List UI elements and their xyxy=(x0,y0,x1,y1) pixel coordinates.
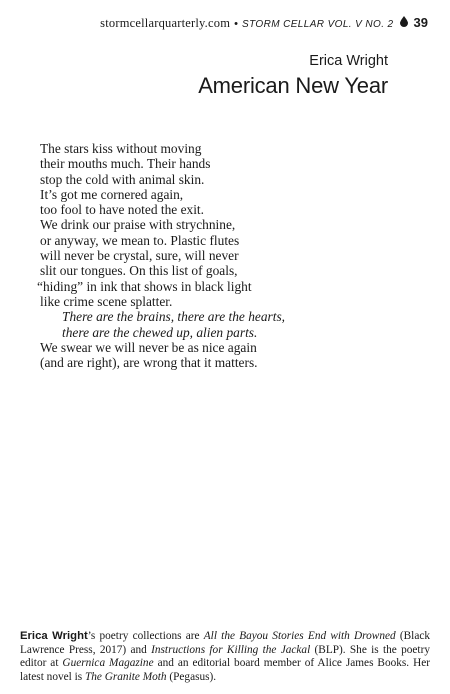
bio-text: (BLP). She is the poetry editor at xyxy=(20,643,430,669)
poem-line: slit our tongues. On this list of goals, xyxy=(40,263,238,279)
running-header xyxy=(100,15,428,31)
poem-line: The stars kiss without moving xyxy=(40,141,202,156)
poem-line: too fool to have noted the exit. xyxy=(40,202,204,218)
poem-author: Erica Wright xyxy=(309,53,388,69)
bio-book-title: All the Bayou Stories End with Drowned xyxy=(203,630,396,642)
raindrop-icon xyxy=(400,16,408,30)
poem-line: like crime scene splatter. xyxy=(40,293,173,309)
header-separator: • xyxy=(234,18,238,30)
bio-text: ’s poetry collections are xyxy=(87,630,204,642)
bio-text: (Black Lawrence Press, 2017) and xyxy=(20,630,430,656)
bio-book-title: The Granite Moth xyxy=(84,670,167,683)
bio-text: and an editorial board member of Alice James Books. Her latest novel is xyxy=(20,657,431,683)
poem-title: American New Year xyxy=(198,73,388,98)
bio-book-title: Instructions for Killing the Jackal xyxy=(151,643,311,656)
poem-line: their mouths much. Their hands xyxy=(40,156,211,172)
bio-author-name: Erica Wright xyxy=(20,630,88,642)
poem-line: “hiding” in ink that shows in black light xyxy=(37,278,252,294)
poem-line-italic: there are the chewed up, alien parts. xyxy=(62,324,258,340)
bio-text: (Pegasus). xyxy=(166,670,217,683)
poem-line: will never be crystal, sure, will never xyxy=(40,248,239,264)
poem-line: We swear we will never be as nice again xyxy=(40,339,257,355)
poem-body xyxy=(37,141,340,371)
poem-line: stop the cold with animal skin. xyxy=(40,171,205,187)
journal-issue: STORM CELLAR VOL. V NO. 2 xyxy=(242,19,394,30)
page-number: 39 xyxy=(413,15,428,30)
poem-line: or anyway, we mean to. Plastic flutes xyxy=(40,232,240,248)
author-bio xyxy=(20,630,430,684)
bio-magazine-title: Guernica Magazine xyxy=(62,657,154,669)
poem-line: It’s got me cornered again, xyxy=(40,186,184,202)
site-url: stormcellarquarterly.com xyxy=(100,16,231,30)
poem-line: (and are right), are wrong that it matters. xyxy=(40,355,258,371)
poem-line-italic: There are the brains, there are the hearts, xyxy=(62,309,286,325)
poem-line: We drink our praise with strychnine, xyxy=(40,217,236,233)
